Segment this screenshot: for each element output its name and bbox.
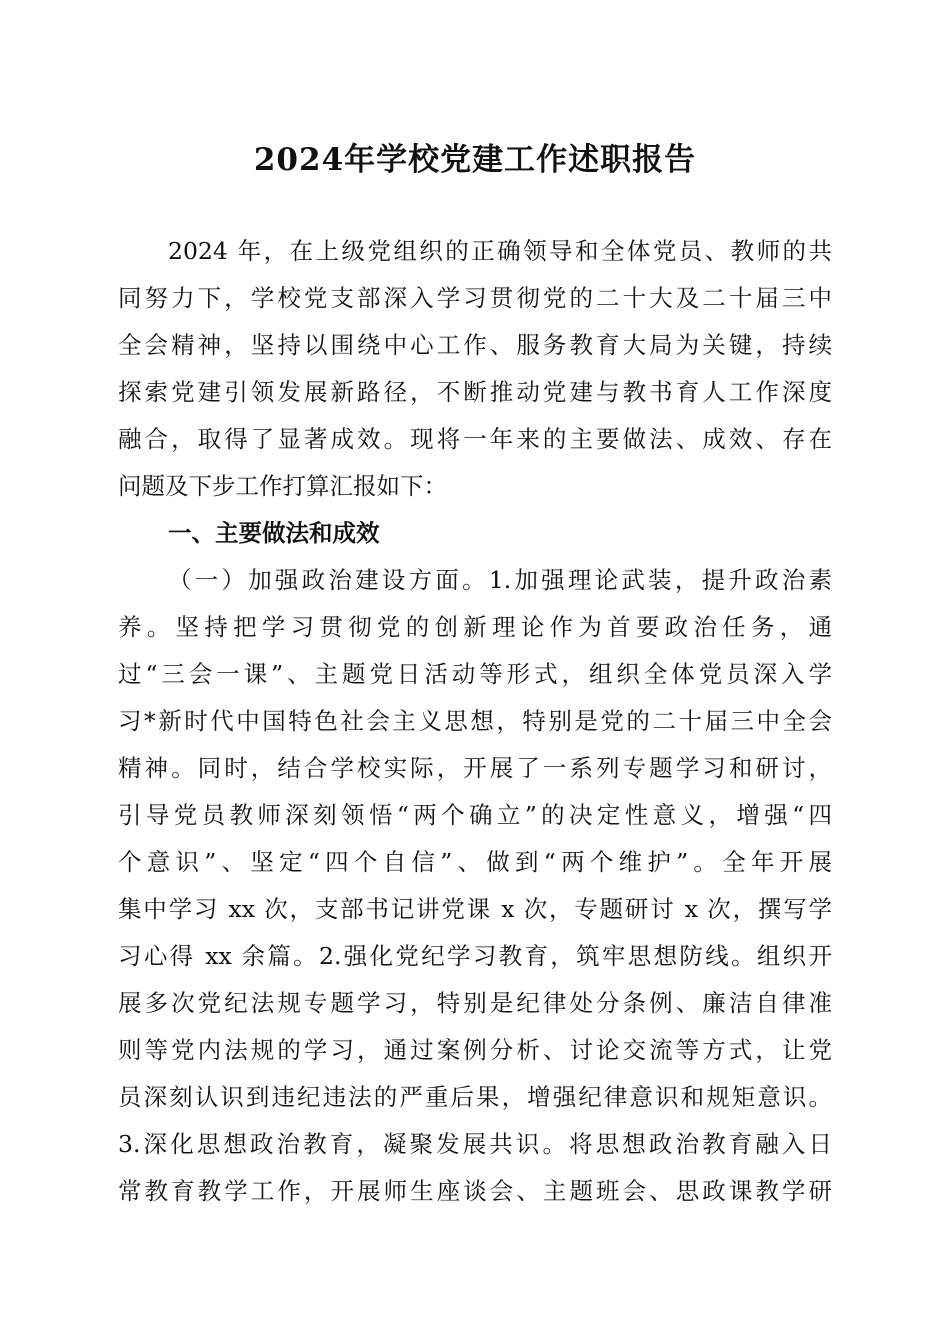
document-title: 2024年学校党建工作述职报告	[253, 142, 697, 178]
section-heading: 一、主要做法和成效	[168, 519, 380, 547]
paragraph-line: 养。坚持把学习贯彻党的创新理论作为首要政治任务，通	[118, 613, 832, 641]
paragraph-line: 员深刻认识到违纪违法的严重后果，增强纪律意识和规矩意识。	[118, 1083, 832, 1111]
paragraph-line: 个意识”、坚定“四个自信”、做到“两个维护”。全年开展	[118, 848, 832, 876]
paragraph-line: 同努力下，学校党支部深入学习贯彻党的二十大及二十届三中	[118, 284, 832, 312]
paragraph-line: 常教育教学工作，开展师生座谈会、主题班会、思政课教学研	[118, 1177, 832, 1205]
paragraph-line: 3.深化思想政治教育，凝聚发展共识。将思想政治教育融入日	[118, 1130, 832, 1158]
paragraph-line: 精神。同时，结合学校实际，开展了一系列专题学习和研讨，	[118, 754, 832, 782]
paragraph-line: （一）加强政治建设方面。1.加强理论武装，提升政治素	[168, 566, 832, 594]
paragraph-line: 展多次党纪法规专题学习，特别是纪律处分条例、廉洁自律准	[118, 989, 832, 1017]
paragraph-line: 全会精神，坚持以围绕中心工作、服务教育大局为关键，持续	[118, 331, 832, 359]
paragraph-line: 习心得 xx 余篇。2.强化党纪学习教育，筑牢思想防线。组织开	[118, 942, 832, 970]
paragraph-line: 习*新时代中国特色社会主义思想，特别是党的二十届三中全会	[118, 707, 832, 735]
paragraph-line: 则等党内法规的学习，通过案例分析、讨论交流等方式，让党	[118, 1036, 832, 1064]
paragraph-line: 融合，取得了显著成效。现将一年来的主要做法、成效、存在	[118, 425, 832, 453]
paragraph-line: 集中学习 xx 次，支部书记讲党课 x 次，专题研讨 x 次，撰写学	[118, 895, 832, 923]
paragraph-line: 问题及下步工作打算汇报如下：	[118, 472, 447, 500]
paragraph-line: 过“三会一课”、主题党日活动等形式，组织全体党员深入学	[118, 660, 832, 688]
document-body	[118, 228, 832, 1215]
paragraph-line: 探索党建引领发展新路径，不断推动党建与教书育人工作深度	[118, 378, 832, 406]
paragraph-line: 2024 年，在上级党组织的正确领导和全体党员、教师的共	[168, 237, 832, 265]
paragraph-line: 引导党员教师深刻领悟“两个确立”的决定性意义，增强“四	[118, 801, 832, 829]
